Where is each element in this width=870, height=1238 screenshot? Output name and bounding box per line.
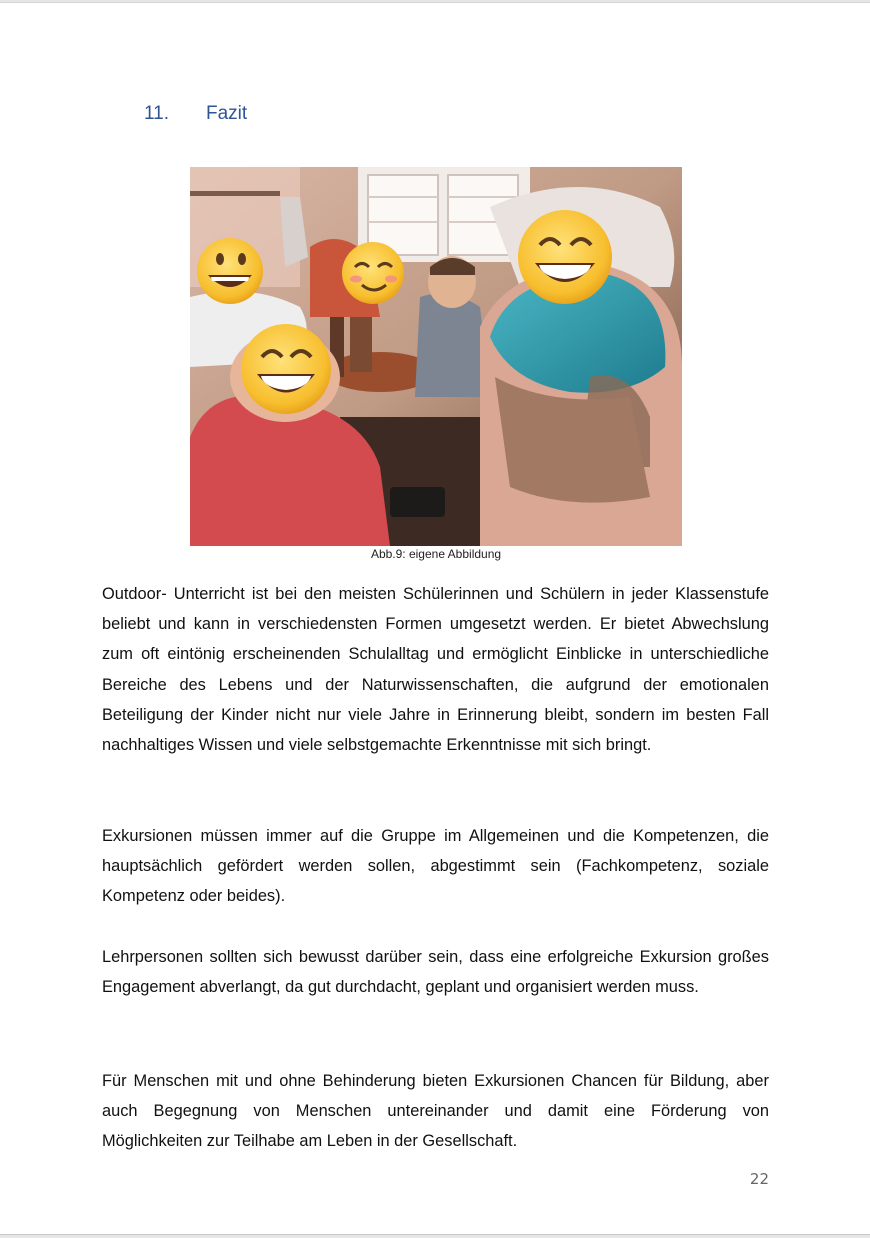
section-title: Fazit <box>206 103 248 124</box>
figure-photo <box>190 167 682 546</box>
section-number: 11. <box>144 103 170 124</box>
smiling-face-icon <box>342 242 404 304</box>
paragraph-2: Exkursionen müssen immer auf die Gruppe im Allgemeinen und die Kompetenzen, die hauptsächlich gefördert werden sollen, abgestimmt sein (Fachkompetenz, soziale Kompetenz oder beides). <box>102 827 769 906</box>
beaming-face-icon <box>518 210 612 304</box>
grinning-face-icon <box>197 238 263 304</box>
section-heading <box>144 103 247 125</box>
paragraph-1: Outdoor- Unterricht ist bei den meisten Schülerinnen und Schülern in jeder Klassenstufe beliebt und kann in verschiedensten Formen umgesetzt werden. Er bietet Abwechslung zum oft eintönig erscheinenden Schulalltag und ermöglicht Einblicke in unterschiedliche Bereiche des Lebens und der Naturwissenschaften, die aufgrund der emotionalen Beteiligung der Kinder nicht nur viele Jahre in Erinnerung bleibt, sondern im besten Fall nachhaltiges Wissen und viele selbstgemachte Erkenntnisse mit sich bringt. <box>102 585 769 755</box>
page-number: 22 <box>749 1170 769 1188</box>
document-page <box>0 2 870 1235</box>
paragraph-3: Lehrpersonen sollten sich bewusst darüber sein, dass eine erfolgreiche Exkursion großes Engagement abverlangt, da gut durchdacht, geplant und organisiert werden muss. <box>102 948 769 997</box>
figure-caption: Abb.9: eigene Abbildung <box>370 547 502 561</box>
paragraph-4: Für Menschen mit und ohne Behinderung bieten Exkursionen Chancen für Bildung, aber auch Begegnung von Menschen untereinander und damit eine Förderung von Möglichkeiten zur Teilhabe am Leben in der Gesellschaft. <box>102 1072 769 1151</box>
beaming-face-icon <box>241 324 331 414</box>
